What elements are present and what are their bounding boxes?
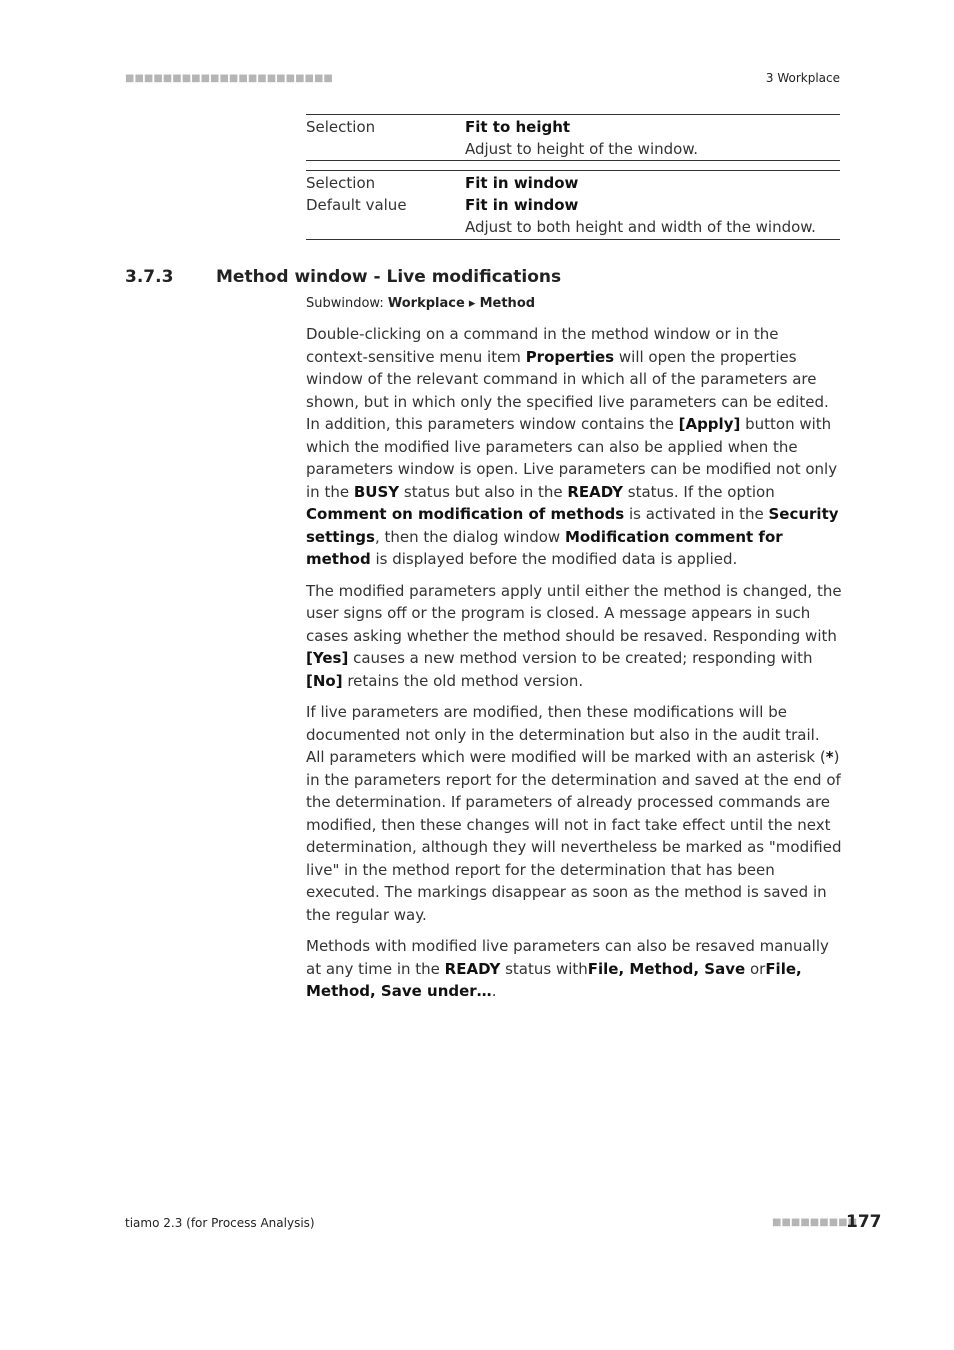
paragraph-live-parameters: Double-clicking on a command in the method window or in the context-sensitive menu item Properties will open the properties window of the relevant command in which all of the parameters are shown, but in which only the specified live parameters can be edited. In addition, this parameters window contains the [Apply] button with which the modified live parameters can also be applied when the parameters window is open. Live parameters can be modified not only in the BUSY status but also in the READY status. If the option Comment on modification of methods is activated in the Security settings, then the dialog window Modification comment for method is displayed before the modified data is applied. xyxy=(306,325,839,568)
option-description: Adjust to both height and width of the window. xyxy=(465,218,816,236)
footer-product: tiamo 2.3 (for Process Analysis) xyxy=(125,1216,315,1230)
body-text xyxy=(306,323,842,1012)
selection-value: Fit to height xyxy=(465,118,571,136)
path-separator: ▸ xyxy=(464,296,480,311)
header-dots: ■■■■■■■■■■■■■■■■■■■■■■ xyxy=(125,73,333,84)
default-label: Default value xyxy=(306,196,407,214)
default-value: Fit in window xyxy=(465,196,579,214)
table-row xyxy=(306,138,840,160)
subwindow-path-method: Method xyxy=(479,296,536,311)
parameter-table-fit-in-window xyxy=(306,170,840,240)
paragraph-documentation: If live parameters are modified, then these modifications will be documented not only in the determination but also in the audit trail. All parameters which were modified will be marked with an asterisk (*) in the parameters report for the determination and saved at the end of the determination. If parameters of already processed commands are modified, then these changes will not in fact take effect until the next determination, although they will nevertheless be marked as "modified live" in the method report for the determination that has been executed. The markings disappear as soon as the method is saved in the regular way. xyxy=(306,703,842,924)
parameter-table-fit-to-height xyxy=(306,114,840,161)
subwindow-path-workplace: Workplace xyxy=(387,296,465,311)
table-row xyxy=(306,172,840,194)
option-description: Adjust to height of the window. xyxy=(465,140,698,158)
paragraph-manual-resave: Methods with modified live parameters can also be resaved manually at any time in the READY status withFile, Method, Save orFile, Method, Save under…. xyxy=(306,937,829,1000)
paragraph-resave: The modified parameters apply until either the method is changed, the user signs off or the program is closed. A message appears in such cases asking whether the method should be resaved. Responding with [Yes] causes a new method version to be created; responding with [No] retains the old method version. xyxy=(306,581,842,690)
header-chapter: 3 Workplace xyxy=(765,71,840,85)
section-title: Method window - Live modifications xyxy=(216,267,562,287)
selection-label: Selection xyxy=(306,174,376,192)
selection-label: Selection xyxy=(306,118,376,136)
footer-dots: ■■■■■■■■■ xyxy=(772,1217,858,1228)
table-row xyxy=(306,216,840,238)
subwindow-label: Subwindow: xyxy=(306,296,388,311)
section-number: 3.7.3 xyxy=(125,267,174,287)
page-number: 177 xyxy=(846,1212,882,1232)
selection-value: Fit in window xyxy=(465,174,579,192)
table-row xyxy=(306,194,840,216)
table-row xyxy=(306,116,840,138)
subwindow-path xyxy=(306,296,535,311)
